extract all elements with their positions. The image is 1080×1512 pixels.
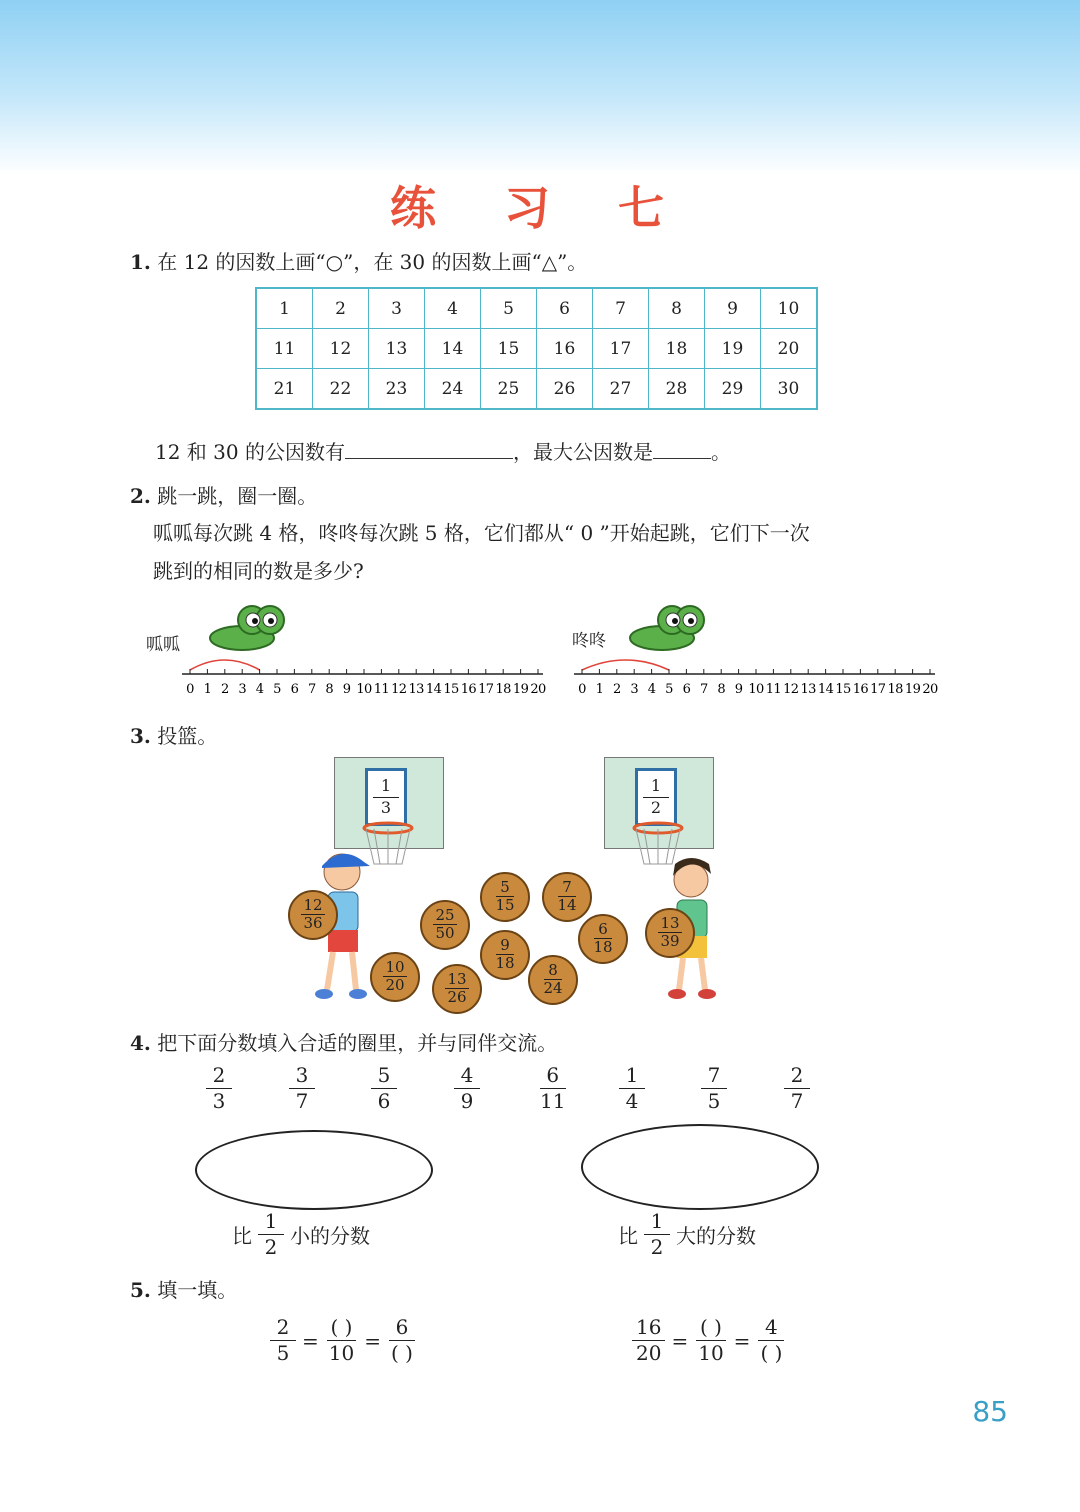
equation-2 [632,1316,786,1365]
ball-fraction [491,938,518,972]
label-less-than-half [232,1210,370,1259]
q4-prompt [130,1027,557,1056]
ball-fraction [431,908,458,942]
ball-fraction [491,880,518,914]
tick-label[interactable]: 4 [647,682,656,697]
tick-label[interactable]: 17 [478,682,494,697]
basketball[interactable] [542,872,592,922]
common-factors-blank[interactable] [345,458,513,459]
ball-denominator: 14 [557,896,577,914]
q4-fraction[interactable] [784,1064,810,1113]
q1-number: 1. [130,250,151,274]
ball-denominator: 18 [593,938,613,956]
tick-label[interactable]: 12 [391,682,407,697]
tick-label[interactable]: 2 [220,682,229,697]
tick-label[interactable]: 4 [255,682,264,697]
page-number: 85 [972,1395,1008,1428]
grid-cell[interactable]: 13 [369,329,425,369]
gcf-blank[interactable] [653,458,711,459]
tick-label[interactable]: 11 [765,682,782,697]
q4-denominator: 11 [540,1089,566,1113]
tick-label[interactable]: 15 [443,682,459,697]
tick-label[interactable]: 18 [495,682,511,697]
ball-fraction [299,898,326,932]
q2-line1: 呱呱每次跳 4 格，咚咚每次跳 5 格，它们都从“ 0 ”开始起跳，它们下一次 [153,521,810,545]
ball-denominator: 18 [495,954,515,972]
tick-label[interactable]: 11 [373,682,390,697]
grid-cell[interactable]: 26 [537,369,593,410]
basketball[interactable] [480,930,530,980]
tick-label[interactable]: 19 [512,682,529,697]
q2-number: 2. [130,484,151,508]
q4-numerator: 1 [619,1064,645,1089]
grid-cell[interactable]: 30 [761,369,818,410]
tick-label[interactable]: 16 [460,682,477,697]
less-half-fraction: $\frac{1}{2}$ [258,1210,284,1259]
board-left-label [365,768,407,826]
tick-label[interactable]: 0 [186,682,194,697]
tick-label[interactable]: 8 [325,682,334,697]
q2-prompt [130,480,317,509]
grid-cell[interactable]: 18 [649,329,705,369]
ball-numerator: 5 [496,880,514,897]
ball-denominator: 39 [660,932,680,950]
q5-number: 5. [130,1278,151,1302]
tick-label[interactable]: 3 [630,682,639,697]
ball-fraction [553,880,580,914]
grid-cell[interactable]: 8 [649,288,705,329]
frog-b-label: 咚咚 [572,631,606,651]
tick-label[interactable]: 5 [273,682,281,697]
eq1-frac-b[interactable]: $\frac{( )}{10}$ [325,1316,358,1365]
q5-prompt [130,1274,237,1303]
grid-cell[interactable]: 6 [537,288,593,329]
q4-fraction[interactable] [536,1064,569,1113]
q4-numerator: 2 [784,1064,810,1089]
grid-cell[interactable]: 2 [313,288,369,329]
eq2-frac-c[interactable]: $\frac{4}{( )}$ [756,1316,786,1365]
grid-cell[interactable]: 27 [593,369,649,410]
grid-cell[interactable]: 29 [705,369,761,410]
q1-fill-c: 。 [710,440,731,464]
tick-label[interactable]: 7 [307,682,316,697]
ball-denominator: 15 [495,896,515,914]
q4-denominator: 9 [460,1089,474,1113]
ball-denominator: 36 [303,914,323,932]
q4-text: 把下面分数填入合适的圈里，并与同伴交流。 [157,1031,558,1055]
q4-denominator: 3 [212,1089,226,1113]
grid-cell[interactable]: 14 [425,329,481,369]
q5-text: 填一填。 [157,1278,238,1302]
grid-cell[interactable]: 3 [369,288,425,329]
basketball[interactable] [432,964,482,1014]
ball-numerator: 6 [594,922,612,939]
tick-label[interactable]: 13 [800,682,816,697]
q4-fraction[interactable] [701,1064,727,1113]
q4-numerator: 7 [701,1064,727,1089]
grid-cell[interactable]: 23 [369,369,425,410]
number-line-a [178,648,548,703]
eq2-equals-1: = [671,1328,689,1353]
q1-prompt [130,246,587,275]
tick-label[interactable]: 6 [682,682,691,697]
eq2-frac-a: $\frac{16}{20}$ [632,1316,665,1365]
q1-text: 在 12 的因数上画“○”，在 30 的因数上画“△”。 [157,250,588,274]
tick-label[interactable]: 19 [904,682,921,697]
tick-label[interactable]: 20 [922,682,938,697]
tick-label[interactable]: 10 [356,682,372,697]
grid-cell[interactable]: 10 [761,288,818,329]
ball-numerator: 10 [385,958,405,977]
grid-cell[interactable]: 16 [537,329,593,369]
grid-cell[interactable]: 22 [313,369,369,410]
ball-fraction [443,972,470,1006]
factor-grid [255,287,818,410]
q4-numerator: 4 [454,1064,480,1089]
q4-numerator: 5 [371,1064,397,1089]
oval-greater-than-half[interactable] [581,1124,819,1210]
grid-cell[interactable]: 11 [256,329,313,369]
equation-1 [270,1316,417,1365]
q3-prompt [130,720,217,749]
grid-row [256,369,817,410]
eq1-frac-a: $\frac{2}{5}$ [270,1316,296,1365]
q4-fraction[interactable] [454,1064,480,1113]
tick-label[interactable]: 9 [342,682,351,697]
grid-cell[interactable]: 19 [705,329,761,369]
board-right-fraction: $\frac{1}{2}$ [643,777,669,817]
jump-arrow [582,660,669,670]
tick-label[interactable]: 7 [699,682,708,697]
greater-half-fraction: $\frac{1}{2}$ [644,1210,670,1259]
grid-cell[interactable]: 5 [481,288,537,329]
tick-label[interactable]: 17 [870,682,886,697]
ball-numerator: 9 [496,938,514,955]
grid-cell[interactable]: 17 [593,329,649,369]
grid-cell[interactable]: 20 [761,329,818,369]
q4-denominator: 5 [707,1089,721,1113]
ball-numerator: 7 [558,880,576,897]
basketball[interactable] [480,872,530,922]
basketball[interactable] [645,908,695,958]
grid-cell[interactable]: 24 [425,369,481,410]
ball-numerator: 8 [544,963,562,980]
eq2-frac-b[interactable]: $\frac{( )}{10}$ [694,1316,727,1365]
tick-label[interactable]: 14 [817,682,834,697]
tick-label[interactable]: 10 [748,682,764,697]
q4-numerator: 2 [206,1064,232,1089]
less-post: 小的分数 [290,1224,370,1248]
q4-number: 4. [130,1031,151,1055]
q2-text: 跳一跳，圈一圈。 [157,484,318,508]
ball-numerator: 12 [303,896,323,915]
eq2-equals-2: = [733,1328,751,1353]
q4-denominator: 7 [295,1089,309,1113]
q4-denominator: 7 [790,1089,804,1113]
jump-arrow [190,660,260,670]
ball-fraction [656,916,683,950]
basketball[interactable] [578,914,628,964]
q4-fraction[interactable] [619,1064,645,1113]
q4-numerator: 6 [540,1064,566,1089]
ball-fraction [589,922,616,956]
tick-label[interactable]: 0 [578,682,586,697]
tick-label[interactable]: 1 [203,682,212,697]
q3-text: 投篮。 [157,724,218,748]
page-title: 练 习 七 [389,181,691,235]
basketball[interactable] [288,890,338,940]
tick-label[interactable]: 15 [835,682,851,697]
tick-label[interactable]: 6 [290,682,299,697]
grid-cell[interactable]: 4 [425,288,481,329]
ball-denominator: 24 [543,979,563,997]
ball-denominator: 26 [447,988,467,1006]
greater-post: 大的分数 [676,1224,756,1248]
tick-label[interactable]: 12 [783,682,799,697]
q1-fill-line [155,436,731,465]
grid-cell[interactable]: 9 [705,288,761,329]
board-right-label [635,768,677,826]
ball-numerator: 13 [660,914,680,933]
tick-label[interactable]: 2 [612,682,621,697]
q4-denominator: 4 [625,1089,639,1113]
tick-label[interactable]: 20 [530,682,546,697]
basketball[interactable] [528,955,578,1005]
tick-label[interactable]: 1 [595,682,604,697]
eq1-equals-1: = [302,1328,319,1353]
tick-label[interactable]: 14 [425,682,442,697]
oval-less-than-half[interactable] [195,1130,433,1210]
ball-denominator: 20 [385,976,405,994]
grid-cell[interactable]: 25 [481,369,537,410]
eq1-frac-c[interactable]: $\frac{6}{( )}$ [387,1316,417,1365]
ball-fraction [539,963,566,997]
q4-fraction[interactable] [289,1064,315,1113]
q4-denominator: 6 [377,1089,391,1113]
basketball[interactable] [420,900,470,950]
grid-row [256,329,817,369]
grid-cell[interactable]: 1 [256,288,313,329]
q4-fraction[interactable] [371,1064,397,1113]
grid-cell[interactable]: 28 [649,369,705,410]
ball-numerator: 13 [447,970,467,989]
label-greater-than-half [618,1210,756,1259]
grid-cell[interactable]: 12 [313,329,369,369]
tick-label[interactable]: 5 [665,682,673,697]
less-pre: 比 [232,1224,252,1248]
number-line-b [570,648,940,703]
tick-label[interactable]: 16 [852,682,869,697]
tick-label[interactable]: 13 [408,682,424,697]
grid-cell[interactable]: 7 [593,288,649,329]
frog-a-label: 呱呱 [146,635,180,655]
q1-fill-b: ，最大公因数是 [512,440,653,464]
q4-numerator: 3 [289,1064,315,1089]
board-left-fraction: $\frac{1}{3}$ [373,777,399,817]
tick-label[interactable]: 8 [717,682,726,697]
tick-label[interactable]: 18 [887,682,903,697]
eq1-equals-2: = [364,1328,381,1353]
q3-number: 3. [130,724,151,748]
tick-label[interactable]: 9 [734,682,743,697]
ball-denominator: 50 [435,924,455,942]
ball-numerator: 25 [435,906,455,925]
grid-cell[interactable]: 21 [256,369,313,410]
q4-fraction[interactable] [206,1064,232,1113]
grid-row [256,288,817,329]
ball-fraction [381,960,408,994]
tick-label[interactable]: 3 [238,682,247,697]
basketball[interactable] [370,952,420,1002]
greater-pre: 比 [618,1224,638,1248]
grid-cell[interactable]: 15 [481,329,537,369]
q1-fill-a: 12 和 30 的公因数有 [155,440,345,464]
top-gradient-band [0,0,1080,175]
q2-line2: 跳到的相同的数是多少? [153,559,364,583]
